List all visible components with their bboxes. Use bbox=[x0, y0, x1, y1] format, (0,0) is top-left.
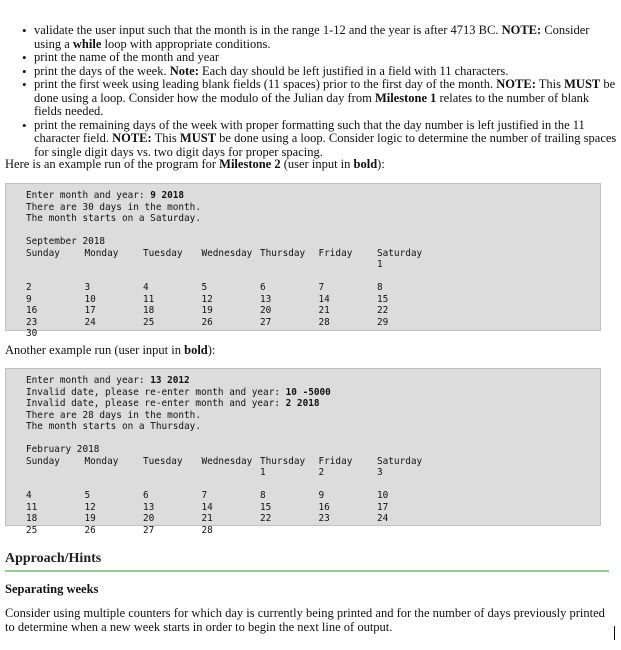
calendar-day: 29 bbox=[377, 316, 389, 328]
calendar-day: 9 bbox=[318, 490, 325, 501]
calendar-day: 11 bbox=[26, 501, 38, 513]
calendar-day: 13 bbox=[260, 293, 272, 305]
calendar-week-row bbox=[26, 513, 600, 525]
calendar-day: 5 bbox=[84, 490, 91, 501]
calendar-day: 14 bbox=[318, 293, 330, 305]
console-line: There are 30 days in the month. bbox=[26, 201, 201, 213]
calendar-day: 27 bbox=[260, 316, 272, 328]
calendar-day: 14 bbox=[201, 501, 213, 513]
calendar-week-row bbox=[26, 294, 600, 306]
calendar-weekday-header bbox=[26, 456, 600, 468]
calendar-day: 12 bbox=[201, 293, 213, 305]
weekday-label: Friday bbox=[318, 455, 353, 467]
calendar-week-row bbox=[26, 317, 600, 329]
weekday-label: Monday bbox=[84, 455, 119, 467]
calendar-day bbox=[202, 259, 261, 271]
calendar-day: 23 bbox=[26, 316, 38, 328]
calendar-day: 16 bbox=[318, 501, 330, 513]
calendar-day: 26 bbox=[201, 316, 213, 328]
requirements-list bbox=[0, 24, 621, 159]
weekday-label: Wednesday bbox=[201, 247, 253, 259]
console-line: Invalid date, please re-enter month and year: 10 -5000 bbox=[26, 386, 331, 398]
requirement-item: • print the name of the month and year bbox=[0, 51, 621, 65]
weekday-label: Thursday bbox=[260, 247, 306, 259]
calendar-day: 20 bbox=[260, 305, 272, 316]
calendar-day bbox=[260, 259, 319, 271]
weekday-label: Wednesday bbox=[201, 455, 253, 467]
weekday-label: Sunday bbox=[26, 247, 60, 259]
calendar-day: 1 bbox=[260, 467, 266, 478]
calendar-day bbox=[85, 259, 144, 271]
calendar-day: 4 bbox=[143, 282, 149, 293]
calendar-day: 10 bbox=[84, 293, 96, 305]
calendar-day: 28 bbox=[318, 316, 330, 328]
weekday-label: Friday bbox=[318, 247, 353, 259]
calendar-day: 28 bbox=[201, 524, 213, 536]
calendar-week-row bbox=[26, 490, 600, 502]
calendar-day: 1 bbox=[377, 259, 383, 270]
calendar-day: 3 bbox=[377, 467, 383, 478]
calendar-day: 8 bbox=[377, 282, 383, 293]
calendar-day: 2 bbox=[318, 467, 325, 478]
calendar-day: 24 bbox=[377, 513, 389, 524]
calendar-day bbox=[85, 467, 144, 479]
calendar-day: 10 bbox=[377, 490, 389, 501]
example1-intro: Here is an example run of the program for Milestone 2 (user input in bold): bbox=[5, 157, 385, 171]
example2-code-block bbox=[5, 368, 601, 536]
console-line: The month starts on a Saturday. bbox=[26, 213, 201, 224]
requirement-item: • print the first week using leading blank fields (11 spaces) prior to the first day of the month. NOTE: This MUST be done using a loop. Consider how the modulo of the Julian day from Milestone 1 relates to the number of blank fields needed. bbox=[0, 78, 621, 119]
calendar-day bbox=[202, 467, 261, 479]
calendar-week-row bbox=[26, 525, 600, 537]
calendar-day: 9 bbox=[26, 293, 32, 305]
calendar-day: 4 bbox=[26, 490, 32, 501]
example1-code-block bbox=[5, 183, 601, 339]
calendar-day: 18 bbox=[143, 305, 155, 316]
calendar-day: 12 bbox=[84, 501, 96, 513]
weekday-label: Sunday bbox=[26, 455, 60, 467]
calendar-day bbox=[26, 259, 85, 271]
calendar-day bbox=[143, 259, 202, 271]
calendar-weekday-header bbox=[26, 248, 600, 260]
requirement-item: • print the days of the week. Note: Each day should be left justified in a field with 11 characters. bbox=[0, 65, 621, 79]
calendar-day: 24 bbox=[84, 316, 96, 328]
calendar-day: 23 bbox=[318, 513, 330, 524]
hint-paragraph: Consider using multiple counters for which day is currently being printed and for the number of days previously printed to determine when a new week starts in order to begin the next line of output. bbox=[5, 606, 605, 634]
calendar-day: 7 bbox=[318, 282, 325, 293]
console-line: Invalid date, please re-enter month and year: 2 2018 bbox=[26, 398, 320, 409]
example2-intro: Another example run (user input in bold): bbox=[5, 343, 216, 357]
calendar-month-title: February 2018 bbox=[26, 444, 100, 455]
calendar-day bbox=[143, 467, 202, 479]
requirement-item: • print the remaining days of the week with proper formatting such that the day number is left justified in the 11 character field. NOTE: This MUST be done using a loop. Consider logic to determine the number of trailing spaces for single digit days vs. two digit days for proper spacing. bbox=[0, 119, 621, 160]
subheading: Separating weeks bbox=[5, 582, 99, 596]
calendar-day: 20 bbox=[143, 513, 155, 524]
console-line: Enter month and year: 13 2012 bbox=[26, 375, 190, 386]
calendar-day: 19 bbox=[84, 513, 96, 524]
weekday-label: Monday bbox=[84, 247, 119, 259]
calendar-week-row bbox=[26, 502, 600, 514]
calendar-day: 13 bbox=[143, 501, 155, 513]
calendar-day: 30 bbox=[26, 328, 38, 339]
calendar-day: 15 bbox=[377, 293, 389, 305]
calendar-week-row bbox=[26, 282, 600, 294]
calendar-day: 16 bbox=[26, 305, 38, 316]
calendar-day bbox=[319, 259, 378, 271]
console-line: Enter month and year: 9 2018 bbox=[26, 190, 185, 201]
requirement-item: • validate the user input such that the month is in the range 1-12 and the year is after 4713 BC. NOTE: Consider using a while loop with appropriate conditions. bbox=[0, 24, 621, 51]
weekday-label: Saturday bbox=[377, 455, 423, 467]
calendar-day: 22 bbox=[260, 513, 272, 524]
calendar-day: 25 bbox=[26, 524, 38, 536]
text-cursor bbox=[614, 626, 615, 640]
weekday-label: Saturday bbox=[377, 247, 423, 259]
weekday-label: Thursday bbox=[260, 455, 306, 467]
calendar-day: 17 bbox=[84, 305, 96, 316]
console-line: There are 28 days in the month. bbox=[26, 409, 201, 421]
calendar-day: 18 bbox=[26, 513, 38, 524]
calendar-week-row bbox=[26, 305, 600, 317]
calendar-day: 15 bbox=[260, 501, 272, 513]
calendar-day: 3 bbox=[84, 282, 91, 293]
calendar-day: 25 bbox=[143, 316, 155, 328]
console-line: The month starts on a Thursday. bbox=[26, 421, 201, 432]
calendar-day: 2 bbox=[26, 282, 32, 293]
calendar-day: 6 bbox=[260, 282, 266, 293]
calendar-week-row bbox=[26, 259, 600, 271]
calendar-day: 5 bbox=[201, 282, 208, 293]
calendar-day: 26 bbox=[84, 524, 96, 536]
weekday-label: Tuesday bbox=[143, 455, 183, 467]
calendar-week-row bbox=[26, 467, 600, 479]
calendar-day: 11 bbox=[143, 293, 155, 305]
weekday-label: Tuesday bbox=[143, 247, 183, 259]
calendar-day: 8 bbox=[260, 490, 266, 501]
calendar-day bbox=[26, 467, 85, 479]
calendar-month-title: September 2018 bbox=[26, 236, 106, 247]
calendar-week-row bbox=[26, 328, 600, 340]
calendar-day: 21 bbox=[318, 305, 330, 316]
calendar-day: 27 bbox=[143, 524, 155, 536]
calendar-day: 21 bbox=[201, 513, 213, 524]
calendar-day: 7 bbox=[201, 490, 208, 501]
section-heading: Approach/Hints bbox=[5, 551, 609, 572]
calendar-day: 6 bbox=[143, 490, 149, 501]
calendar-day: 22 bbox=[377, 305, 389, 316]
calendar-day: 17 bbox=[377, 501, 389, 513]
calendar-day: 19 bbox=[201, 305, 213, 316]
